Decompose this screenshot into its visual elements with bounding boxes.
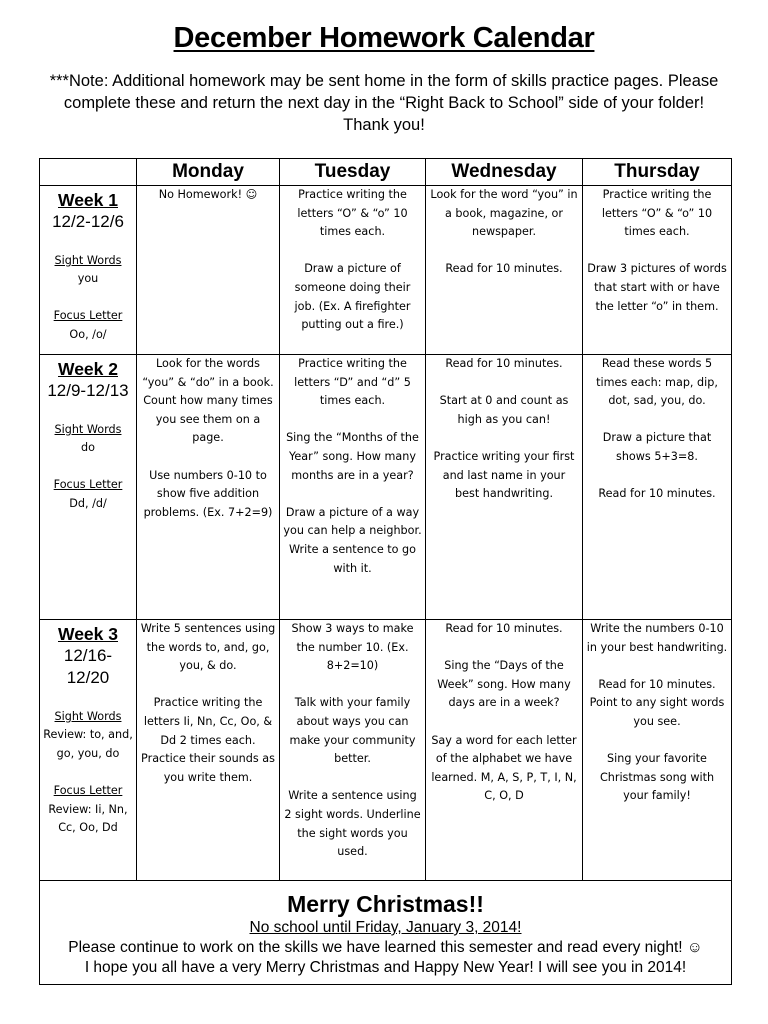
sight-words-label: Sight Words bbox=[54, 253, 122, 267]
task-text: Look for the word “you” in a book, magazine, or newspaper. bbox=[430, 188, 578, 239]
note-text: ***Note: Additional homework may be sent home in the form of skills practice pages. Please complete these and return the next day in the “Right Back to School” side of your folder! Thank you! bbox=[49, 72, 719, 134]
task-text: Write a sentence using 2 sight words. Underline the sight words you used. bbox=[284, 789, 421, 859]
task-text: Practice writing the letters Ii, Nn, Cc, Oo, & Dd 2 times each. Practice their sounds as you write them. bbox=[141, 696, 275, 784]
week-row-3 bbox=[40, 620, 732, 881]
focus-letter-label: Focus Letter bbox=[53, 478, 123, 492]
homework-cell-monday bbox=[137, 620, 280, 881]
week-title: Week 2 bbox=[58, 359, 118, 379]
week-title: Week 1 bbox=[58, 190, 118, 210]
focus-letter-label: Focus Letter bbox=[53, 783, 123, 797]
focus-letter-value: Oo, /o/ bbox=[69, 327, 107, 341]
task-text: Read for 10 minutes. bbox=[445, 622, 563, 635]
homework-cell-thursday bbox=[583, 186, 732, 355]
sight-words-value: Review: to, and, go, you, do bbox=[43, 728, 133, 760]
day-header-tuesday: Tuesday bbox=[280, 159, 426, 186]
task-text: Read these words 5 times each: map, dip, dot, sad, you, do. bbox=[596, 357, 718, 408]
task-text: Say a word for each letter of the alphabet we have learned. M, A, S, P, T, I, N, C, O, D bbox=[431, 733, 577, 803]
sight-words-value: do bbox=[81, 441, 95, 455]
week-dates: 12/2-12/6 bbox=[52, 212, 124, 231]
calendar-table bbox=[39, 158, 732, 985]
week-dates: 12/9-12/13 bbox=[47, 381, 129, 400]
footer-line-no-school: No school until Friday, January 3, 2014! bbox=[249, 919, 522, 936]
homework-cell-monday bbox=[137, 186, 280, 355]
homework-cell-tuesday bbox=[280, 355, 426, 620]
page-title: December Homework Calendar bbox=[173, 22, 595, 54]
focus-letter-value: Review: Ii, Nn, Cc, Oo, Dd bbox=[48, 802, 128, 835]
header-row bbox=[40, 159, 732, 186]
footer-title: Merry Christmas!! bbox=[287, 891, 484, 917]
task-text: No Homework! ☺ bbox=[158, 188, 258, 201]
task-text: Draw a picture that shows 5+3=8. bbox=[602, 431, 712, 463]
task-text: Practice writing your first and last name in your best handwriting. bbox=[433, 449, 575, 501]
task-text: Look for the words “you” & “do” in a book. Count how many times you see them on a page. bbox=[142, 357, 274, 445]
homework-cell-monday bbox=[137, 355, 280, 620]
task-text: Write the numbers 0-10 in your best handwriting. bbox=[586, 622, 728, 654]
task-text: Sing the “Months of the Year” song. How many months are in a year? bbox=[286, 431, 419, 482]
task-text: Sing your favorite Christmas song with your family! bbox=[599, 752, 715, 803]
focus-letter-value: Dd, /d/ bbox=[69, 496, 107, 510]
day-header-thursday: Thursday bbox=[583, 159, 732, 186]
footer-row bbox=[40, 881, 732, 985]
homework-cell-wednesday bbox=[426, 620, 583, 881]
footer-cell bbox=[40, 881, 732, 985]
homework-cell-thursday bbox=[583, 355, 732, 620]
task-text: Talk with your family about ways you can make your community better. bbox=[289, 696, 416, 766]
sight-words-label: Sight Words bbox=[54, 422, 122, 436]
task-text: Practice writing the letters “D” and “d” 5 times each. bbox=[294, 357, 411, 408]
task-text: Read for 10 minutes. bbox=[445, 357, 563, 370]
task-text: Read for 10 minutes. Point to any sight words you see. bbox=[589, 677, 725, 728]
sight-words-value: you bbox=[77, 272, 99, 286]
day-header-monday: Monday bbox=[137, 159, 280, 186]
task-text: Start at 0 and count as high as you can! bbox=[439, 394, 569, 426]
focus-letter-label: Focus Letter bbox=[53, 309, 123, 323]
week-info-cell bbox=[40, 620, 137, 881]
homework-cell-wednesday bbox=[426, 186, 583, 355]
homework-cell-wednesday bbox=[426, 355, 583, 620]
task-text: Draw 3 pictures of words that start with or have the letter “o” in them. bbox=[587, 262, 727, 313]
homework-cell-tuesday bbox=[280, 186, 426, 355]
task-text: Read for 10 minutes. bbox=[445, 262, 563, 276]
week-title: Week 3 bbox=[58, 624, 118, 644]
task-text: Practice writing the letters “O” & “o” 10 times each. bbox=[601, 188, 713, 239]
footer-line-wishes: I hope you all have a very Merry Christmas and Happy New Year! I will see you in 2014! bbox=[84, 959, 687, 976]
task-text: Practice writing the letters “O” & “o” 10 times each. bbox=[297, 188, 408, 239]
task-text: Use numbers 0-10 to show five addition problems. (Ex. 7+2=9) bbox=[143, 468, 273, 519]
homework-cell-thursday bbox=[583, 620, 732, 881]
task-text: Read for 10 minutes. bbox=[598, 487, 716, 501]
corner-cell bbox=[40, 159, 137, 186]
week-info-cell bbox=[40, 186, 137, 355]
task-text: Draw a picture of someone doing their job. (Ex. A firefighter putting out a fire.) bbox=[294, 262, 411, 332]
homework-cell-tuesday bbox=[280, 620, 426, 881]
task-text: Write 5 sentences using the words to, and, go, you, & do. bbox=[140, 622, 276, 673]
week-dates: 12/16-12/20 bbox=[63, 646, 113, 687]
sight-words-label: Sight Words bbox=[54, 709, 122, 723]
task-text: Show 3 ways to make the number 10. (Ex. 8+2=10) bbox=[291, 622, 414, 673]
week-row-1 bbox=[40, 186, 732, 355]
task-text: Sing the “Days of the Week” song. How many days are in a week? bbox=[437, 659, 571, 710]
task-text: Draw a picture of a way you can help a neighbor. Write a sentence to go with it. bbox=[283, 505, 422, 575]
week-row-2 bbox=[40, 355, 732, 620]
footer-line-continue: Please continue to work on the skills we have learned this semester and read every night! ☺ bbox=[68, 939, 703, 956]
day-header-wednesday: Wednesday bbox=[426, 159, 583, 186]
week-info-cell bbox=[40, 355, 137, 620]
